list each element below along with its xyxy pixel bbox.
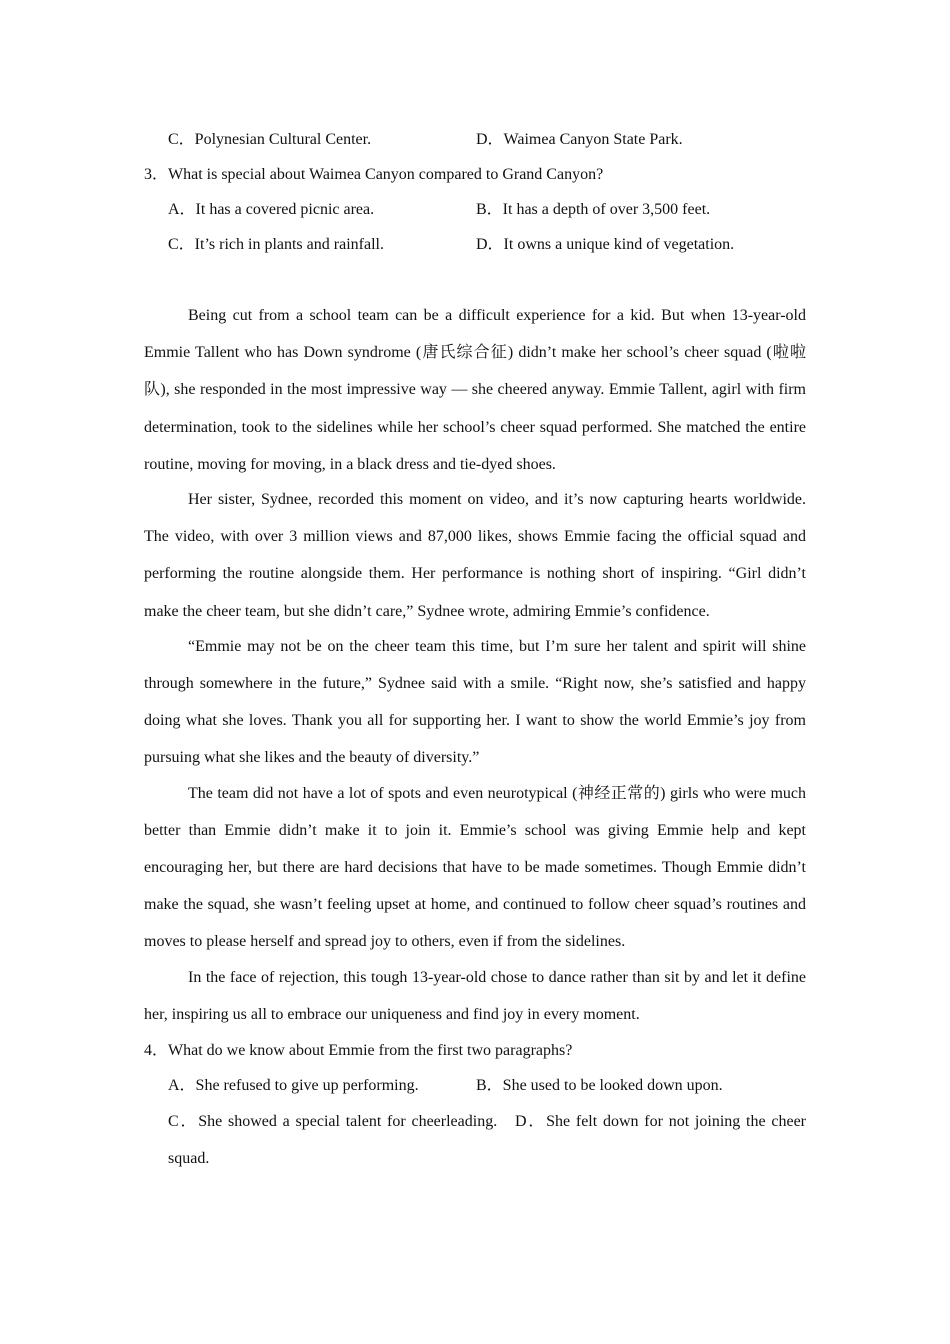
q4-option-c: C．She showed a special talent for cheerleading. [168, 1113, 498, 1131]
exam-page [144, 122, 806, 1177]
q3-option-b: B．It has a depth of over 3,500 feet. [476, 201, 711, 218]
q3-option-d: D．It owns a unique kind of vegetation. [476, 236, 735, 253]
q4-option-b: B．She used to be looked down upon. [476, 1077, 723, 1095]
passage-paragraph-1: Being cut from a school team can be a difficult experience for a kid. But when 13-year-old Emmie Tallent who has Down syndrome (唐氏综合征) didn’t make her school’s cheer squad (啦啦队), she responded in the most impressive way — she cheered anyway. Emmie Tallent, agirl with firm determination, took to the sidelines while her school’s cheer squad performed. She matched the entire routine, moving for moving, in a black dress and tie-dyed shoes. [144, 307, 806, 473]
reading-passage [144, 297, 806, 1033]
q3-option-a: A．It has a covered picnic area. [168, 201, 375, 218]
q3-options-row-cd [144, 227, 806, 262]
q2-option-d: D．Waimea Canyon State Park. [476, 131, 683, 148]
q4-options-row-ab [144, 1068, 806, 1103]
passage-paragraph-2: Her sister, Sydnee, recorded this moment on video, and it’s now capturing hearts worldwide. The video, with over 3 million views and 87,000 likes, shows Emmie facing the official squad and performing the routine alongside them. Her performance is nothing short of inspiring. “Girl didn’t make the cheer team, but she didn’t care,” Sydnee wrote, admiring Emmie’s confidence. [144, 491, 806, 620]
passage-paragraph-5: In the face of rejection, this tough 13-year-old chose to dance rather than sit by and let it define her, inspiring us all to embrace our uniqueness and find joy in every moment. [144, 968, 806, 1023]
passage-paragraph-4: The team did not have a lot of spots and even neurotypical (神经正常的) girls who were much better than Emmie didn’t make it to join it. Emmie’s school was giving Emmie help and kept encouraging her, but there are hard decisions that have to be made sometimes. Though Emmie didn’t make the squad, she wasn’t feeling upset at home, and continued to follow cheer squad’s routines and moves to please herself and spread joy to others, even if from the sidelines. [144, 784, 806, 951]
q4-option-d: D．She felt down for not joining the cheer squad. [168, 1113, 806, 1168]
q4-options-row-cd [144, 1103, 806, 1177]
q4-question: 4．What do we know about Emmie from the first two paragraphs? [144, 1042, 573, 1060]
q2-option-c: C．Polynesian Cultural Center. [168, 131, 372, 148]
q3-option-c: C．It’s rich in plants and rainfall. [168, 236, 384, 253]
section-spacer [144, 262, 806, 297]
q3-question: 3．What is special about Waimea Canyon compared to Grand Canyon? [144, 166, 604, 183]
passage-paragraph-3: “Emmie may not be on the cheer team this time, but I’m sure her talent and spirit will shine through somewhere in the future,” Sydnee said with a smile. “Right now, she’s satisfied and happy doing what she loves. Thank you all for supporting her. I want to show the world Emmie’s joy from pursuing what she likes and the beauty of diversity.” [144, 637, 806, 767]
q2-options-row-cd [144, 122, 806, 157]
q4-option-a: A．She refused to give up performing. [168, 1077, 419, 1095]
q3-options-row-ab [144, 192, 806, 227]
